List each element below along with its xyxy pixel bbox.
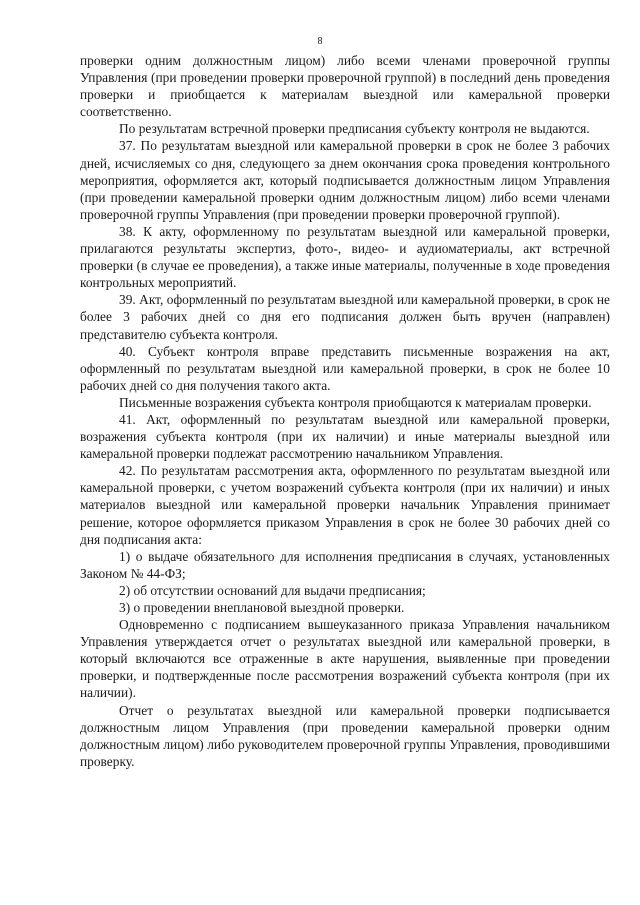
paragraph-42: 42. По результатам рассмотрения акта, оформленного по результатам выездной или камеральной проверки, с учетом возражений субъекта контроля (при их наличии) и иных материалов выездной или камеральной проверки начальник Управления принимает решение, которое оформляется приказом Управления в срок не более 30 рабочих дней со дня подписания акта: — [80, 463, 610, 547]
paragraph-continuation: проверки одним должностным лицом) либо всеми членами проверочной группы Управления (при проведении проверки проверочной группой) в последний день проведения проверки и приобщается к материалам выездной или камеральной проверки соответственно. — [80, 53, 610, 120]
document-body — [80, 52, 610, 770]
list-item-1: 1) о выдаче обязательного для исполнения предписания в случаях, установленных Законом № 44-ФЗ; — [80, 548, 610, 581]
page-number: 8 — [317, 36, 323, 47]
paragraph-report-approval: Одновременно с подписанием вышеуказанного приказа Управления начальником Управления утверждается отчет о результатах выездной или камеральной проверки, в который включаются все отраженные в акте нарушения, выявленные при проведении проверки, и подтвержденные после рассмотрения возражений субъекта контроля (при их наличии). — [80, 617, 610, 701]
paragraph-report-signing: Отчет о результатах выездной или камеральной проверки подписывается должностным лицом Управления (при проведении камеральной проверки одним должностным лицом) либо руководителем проверочной группы Управления, проводившими проверку. — [80, 702, 610, 769]
paragraph-counter-check-note: По результатам встречной проверки предписания субъекту контроля не выдаются. — [119, 121, 590, 137]
paragraph-41: 41. Акт, оформленный по результатам выездной или камеральной проверки, возражения субъекта контроля (при их наличии) и иные материалы выездной или камеральной проверки подлежат рассмотрению начальником Управления. — [80, 411, 610, 462]
paragraph-40: 40. Субъект контроля вправе представить письменные возражения на акт, оформленный по результатам выездной или камеральной проверки, в срок не более 10 рабочих дней со дня получения такого акта. — [80, 343, 610, 393]
list-item-2: 2) об отсутствии оснований для выдачи предписания; — [119, 582, 426, 598]
paragraph-39: 39. Акт, оформленный по результатам выездной или камеральной проверки, в срок не более 3 рабочих дней со дня его подписания должен быть вручен (направлен) представителю субъекта контроля. — [80, 292, 610, 342]
list-item-3: 3) о проведении внеплановой выездной проверки. — [119, 600, 405, 615]
paragraph-37: 37. По результатам выездной или камеральной проверки в срок не более 3 рабочих дней, исчисляемых со дня, следующего за днем окончания срока проведения контрольного мероприятия, оформляется акт, который подписывается должностным лицом Управления (при проведении камеральной проверки одним должностным лицом) либо всеми членами проверочной группы Управления (при проведении проверки проверочной группой). — [80, 138, 610, 222]
paragraph-38: 38. К акту, оформленному по результатам выездной или камеральной проверки, прилагаются результаты экспертиз, фото-, видео- и аудиоматериалы, акт встречной проверки (в случае ее проведения), а также иные материалы, полученные в ходе проведения контрольных мероприятий. — [80, 223, 610, 291]
paragraph-objections: Письменные возражения субъекта контроля приобщаются к материалам проверки. — [119, 394, 592, 410]
